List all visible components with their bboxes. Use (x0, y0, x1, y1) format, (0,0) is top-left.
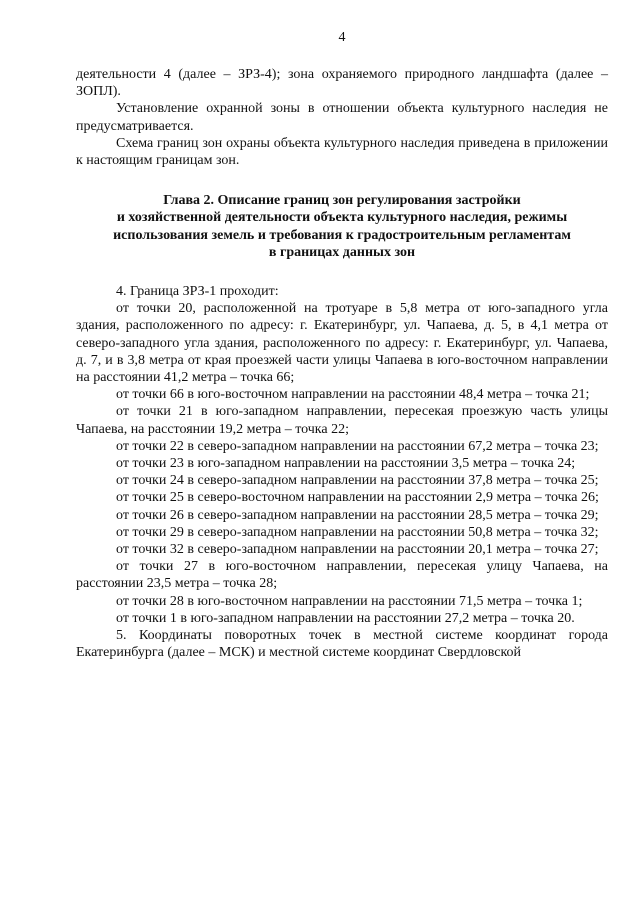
intro-text (76, 66, 608, 169)
chapter-heading (76, 192, 608, 261)
boundary-segment: от точки 27 в юго-восточном направлении, пересекая улицу Чапаева, на расстоянии 23,5 метра – точка 28; (76, 559, 608, 592)
boundary-segment: от точки 66 в юго-восточном направлении на расстоянии 48,4 метра – точка 21; (116, 387, 590, 403)
boundary-segment: от точки 22 в северо-западном направлении на расстоянии 67,2 метра – точка 23; (116, 438, 599, 454)
chapter-heading-line: Глава 2. Описание границ зон регулирования застройки (163, 193, 521, 209)
paragraph: деятельности 4 (далее – ЗРЗ-4); зона охраняемого природного ландшафта (далее – ЗОПЛ). (76, 67, 608, 100)
paragraph: Установление охранной зоны в отношении объекта культурного наследия не предусматривается. (76, 101, 608, 134)
boundary-segment: от точки 24 в северо-западном направлении на расстоянии 37,8 метра – точка 25; (116, 473, 599, 489)
boundary-segment: от точки 26 в северо-западном направлении на расстоянии 28,5 метра – точка 29; (116, 507, 599, 523)
chapter-heading-line: использования земель и требования к градостроительным регламентам (113, 227, 571, 243)
boundary-segment: от точки 1 в юго-западном направлении на расстоянии 27,2 метра – точка 20. (116, 610, 575, 626)
boundary-segment: от точки 28 в юго-восточном направлении на расстоянии 71,5 метра – точка 1; (116, 593, 583, 609)
section-4-heading: 4. Граница ЗРЗ-1 проходит: (116, 284, 279, 300)
boundary-segment: от точки 20, расположенной на тротуаре в 5,8 метра от юго-западного угла здания, расположенного по адресу: г. Екатеринбург, ул. Чапаева, д. 5, в 4,1 метра от северо-западного угла здания, расположенного по адресу: г. Екатеринбург, ул. Чапаева, д. 7, и в 3,8 метра от края проезжей части улицы Чапаева в юго-восточном направлении на расстоянии 41,2 метра – точка 66; (76, 301, 608, 386)
chapter-heading-line: в границах данных зон (268, 244, 416, 260)
section-4 (76, 283, 608, 661)
boundary-segment: от точки 25 в северо-восточном направлении на расстоянии 2,9 метра – точка 26; (116, 490, 599, 506)
boundary-segment: от точки 23 в юго-западном направлении на расстоянии 3,5 метра – точка 24; (116, 456, 576, 472)
boundary-segment: от точки 29 в северо-западном направлении на расстоянии 50,8 метра – точка 32; (116, 524, 599, 540)
chapter-heading-line: и хозяйственной деятельности объекта культурного наследия, режимы (116, 210, 568, 226)
boundary-segment: от точки 21 в юго-западном направлении, пересекая проезжую часть улицы Чапаева, на расстоянии 19,2 метра – точка 22; (76, 404, 608, 437)
paragraph: Схема границ зон охраны объекта культурного наследия приведена в приложении к настоящим границам зон. (76, 135, 608, 169)
boundary-segment: от точки 32 в северо-западном направлении на расстоянии 20,1 метра – точка 27; (116, 542, 599, 558)
page-number: 4 (338, 30, 346, 45)
section-5-paragraph: 5. Координаты поворотных точек в местной системе координат города Екатеринбурга (далее – МСК) и местной системе координат Свердловской (76, 628, 608, 661)
